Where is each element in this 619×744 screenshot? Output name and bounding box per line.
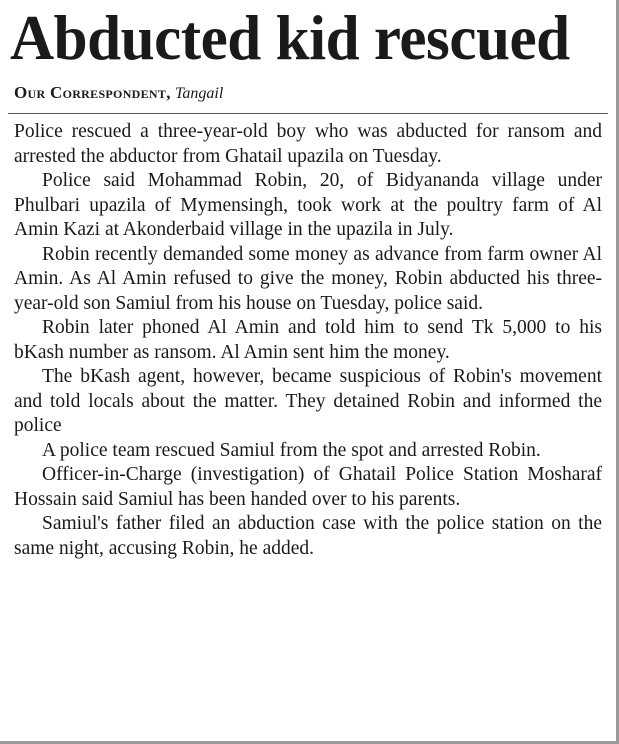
article-paragraph: Officer-in-Charge (investigation) of Ghatail Police Station Mosharaf Hossain said Samiul has been handed over to his parents. [14, 464, 602, 510]
article-body [14, 120, 602, 561]
byline [14, 83, 223, 104]
article-paragraph: Samiul's father filed an abduction case with the police station on the same night, accusing Robin, he added. [14, 513, 602, 559]
headline: Abducted kid rescued [10, 3, 570, 73]
article-paragraph: Police said Mohammad Robin, 20, of Bidyananda village under Phulbari upazila of Mymensingh, took work at the poultry farm of Al Amin Kazi at Akonderbaid village in the upazila in July. [14, 170, 602, 240]
byline-correspondent: Our Correspondent, [14, 83, 171, 102]
article-paragraph: Robin later phoned Al Amin and told him to send Tk 5,000 to his bKash number as ransom. Al Amin sent him the money. [14, 317, 602, 363]
article-paragraph: A police team rescued Samiul from the spot and arrested Robin. [42, 439, 541, 461]
byline-location: Tangail [175, 85, 224, 102]
article-paragraph: Police rescued a three-year-old boy who was abducted for ransom and arrested the abductor from Ghatail upazila on Tuesday. [14, 121, 602, 167]
article-paragraph: The bKash agent, however, became suspicious of Robin's movement and told locals about the matter. They detained Robin and informed the police [14, 366, 602, 436]
article-paragraph: Robin recently demanded some money as advance from farm owner Al Amin. As Al Amin refused to give the money, Robin abducted his three-year-old son Samiul from his house on Tuesday, police said. [14, 243, 602, 314]
headline-divider [8, 113, 608, 114]
